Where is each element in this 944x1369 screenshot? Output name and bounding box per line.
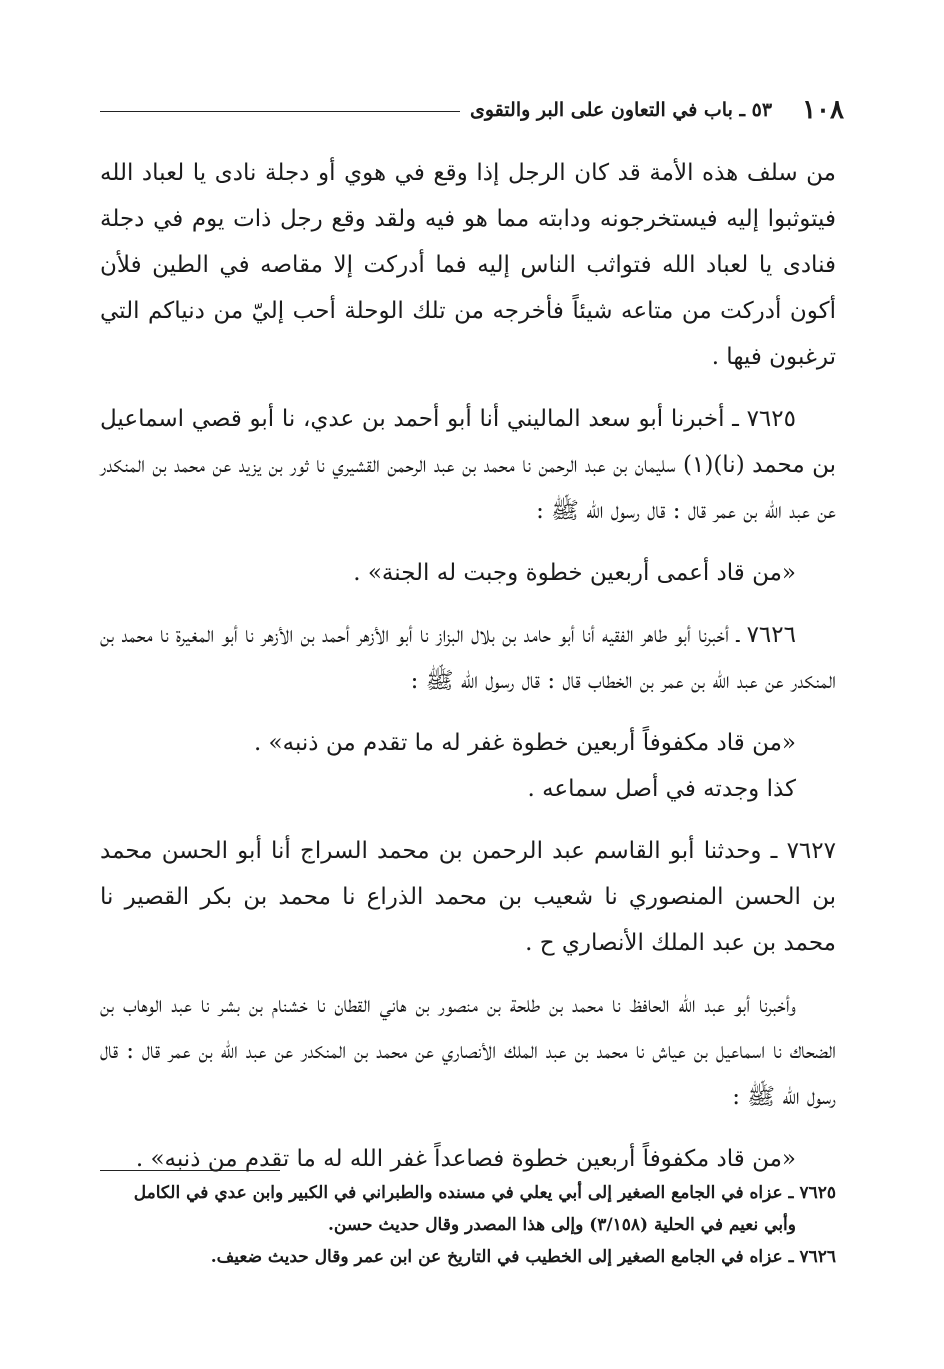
footnote-7625: ٧٦٢٥ ـ عزاه في الجامع الصغير إلى أبي يعلي في مسنده والطبراني في الكبير وابن عدي في الكامل xyxy=(133,1183,836,1203)
footnote-7625-continued: وأبي نعيم في الحلية (٣/١٥٨) وإلى هذا المصدر وقال حديث حسن. xyxy=(327,1215,796,1235)
page-number: ١٠٨ xyxy=(802,95,844,125)
running-head: ٥٣ ـ باب في التعاون على البر والتقوى xyxy=(470,99,773,121)
hadith-7625-chain: ٧٦٢٥ ـ أخبرنا أبو سعد الماليني أنا أبو أحمد بن عدي، نا أبو قصي اسماعيل بن محمد (نا)(١) سليمان بن عبد الرحمن نا محمد بن عبد الرحمن القشيري نا ثور بن يزيد عن محمد بن المنكدر عن عبد الله بن عمر قال : قال رسول الله ﷺ : xyxy=(100,406,836,524)
hadith-7627-chain: ٧٦٢٧ ـ وحدثنا أبو القاسم عبد الرحمن بن محمد السراج أنا أبو الحسن محمد بن الحسن المنصوري نا شعيب بن محمد الذراع نا محمد بن بكر القصير نا محمد بن عبد الملك الأنصاري ح . xyxy=(100,838,836,956)
hadith-7627-text: «من قاد مكفوفاً أربعين خطوة فصاعداً غفر الله له ما تقدم من ذنبه» . xyxy=(135,1146,796,1172)
hadith-7626-chain: ٧٦٢٦ ـ أخبرنا أبو طاهر الفقيه أنا أبو حامد بن بلال البزاز نا أبو الأزهر أحمد بن الأزهر نا أبو المغيرة نا محمد بن المنكدر عن عبد الله بن عمر بن الخطاب قال : قال رسول الله ﷺ : xyxy=(100,622,836,694)
hadith-7625-text: «من قاد أعمى أربعين خطوة وجبت له الجنة» . xyxy=(353,560,796,586)
editor-note: كذا وجدته في أصل سماعه . xyxy=(527,776,796,802)
page-header xyxy=(100,90,844,130)
hadith-7627-second-chain: وأخبرنا أبو عبد الله الحافظ نا محمد بن طلحة بن منصور بن هاني القطان نا خشنام بن بشر نا عبد الوهاب بن الضحاك نا اسماعيل بن عياش نا محمد بن عبد الملك الأنصاري عن محمد بن المنكدر عن عبد الله بن عمر قال : قال رسول الله ﷺ : xyxy=(100,992,836,1110)
hadith-7626-text: «من قاد مكفوفاً أربعين خطوة غفر له ما تقدم من ذنبه» . xyxy=(253,730,796,756)
header-rule xyxy=(100,111,460,112)
main-text xyxy=(100,150,836,1182)
footnote-7626: ٧٦٢٦ ـ عزاه في الجامع الصغير إلى الخطيب في التاريخ عن ابن عمر وقال حديث ضعيف. xyxy=(210,1247,836,1267)
paragraph: من سلف هذه الأمة قد كان الرجل إذا وقع في هوي أو دجلة نادى يا لعباد الله فيتوثبوا إليه فيستخرجونه ودابته مما هو فيه ولقد وقع رجل ذات يوم في دجلة فنادى يا لعباد الله فتواثب الناس إليه فما أدركت إلا مقاصه في الطين فلأن أكون أدركت من متاعه شيئاً فأخرجه من تلك الوحلة أحب إليّ من دنياكم التي ترغبون فيها . xyxy=(100,160,836,370)
footnote-rule xyxy=(100,1170,280,1171)
footnotes xyxy=(100,1170,836,1273)
